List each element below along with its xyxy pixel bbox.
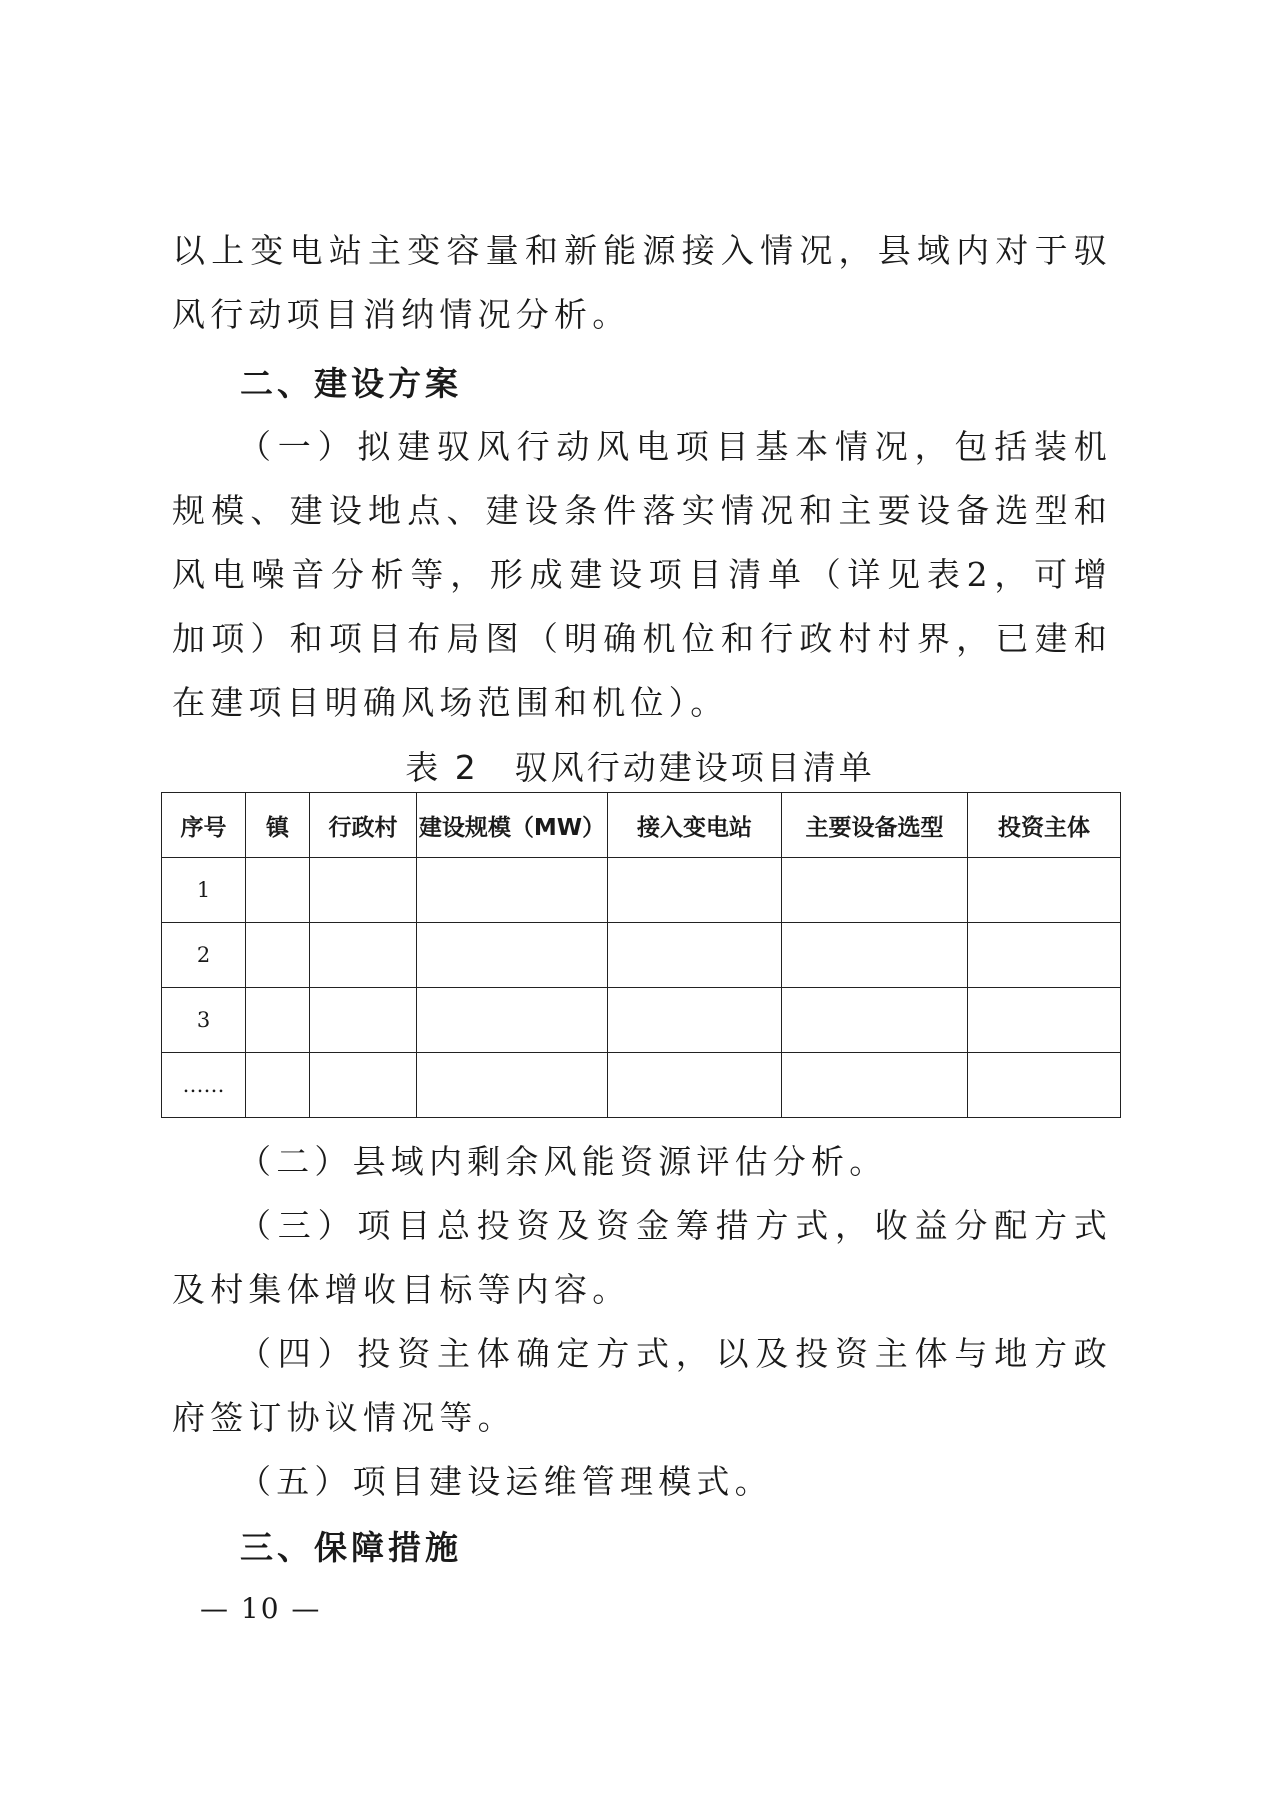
paragraph-operation-mode: （五）项目建设运维管理模式。 xyxy=(238,1462,773,1501)
header-cell-substation: 接入变电站 xyxy=(608,793,782,858)
paragraph-basic-info: （一）拟建驭风行动风电项目基本情况，包括装机规模、建设地点、建设条件落实情况和主要设备选型和风电噪音分析等，形成建设项目清单（详见表2，可增加项）和项目布局图（明确机位和行政村村界，已建和在建项目明确风场范围和机位）。 xyxy=(172,427,1112,722)
header-cell-capacity: 建设规模（MW） xyxy=(417,793,608,858)
table-cell xyxy=(417,923,608,988)
table-cell: 1 xyxy=(162,858,246,923)
table-cell xyxy=(782,1053,968,1118)
table-cell xyxy=(246,988,310,1053)
table-cell: 2 xyxy=(162,923,246,988)
section-heading-safeguard: 三、保障措施 xyxy=(240,1528,462,1567)
paragraph-investment: （三）项目总投资及资金筹措方式，收益分配方式及村集体增收目标等内容。 xyxy=(172,1206,1112,1309)
header-cell-investor: 投资主体 xyxy=(968,793,1121,858)
paragraph-investor-selection: （四）投资主体确定方式，以及投资主体与地方政府签订协议情况等。 xyxy=(172,1334,1112,1437)
table-cell xyxy=(310,1053,417,1118)
table-cell xyxy=(417,988,608,1053)
table-cell xyxy=(968,923,1121,988)
page-number: — 10 — xyxy=(200,1592,322,1625)
project-list-table xyxy=(161,792,1121,1118)
table-cell xyxy=(417,858,608,923)
intro-paragraph: 以上变电站主变容量和新能源接入情况，县域内对于驭风行动项目消纳情况分析。 xyxy=(172,231,1112,334)
table-title: 表 2 驭风行动建设项目清单 xyxy=(405,748,875,787)
table-cell xyxy=(310,988,417,1053)
table-row xyxy=(162,1053,1121,1118)
paragraph-wind-resource: （二）县域内剩余风能资源评估分析。 xyxy=(238,1142,888,1181)
table-cell xyxy=(608,923,782,988)
table-cell xyxy=(968,1053,1121,1118)
table-cell xyxy=(608,1053,782,1118)
table-cell xyxy=(968,988,1121,1053)
table-row xyxy=(162,858,1121,923)
header-cell-index: 序号 xyxy=(162,793,246,858)
table-row xyxy=(162,923,1121,988)
table-cell xyxy=(608,988,782,1053)
header-cell-village: 行政村 xyxy=(310,793,417,858)
table-cell xyxy=(246,858,310,923)
table-cell xyxy=(246,923,310,988)
section-heading-construction: 二、建设方案 xyxy=(240,364,462,403)
table-cell xyxy=(782,923,968,988)
table-cell xyxy=(782,858,968,923)
header-cell-town: 镇 xyxy=(246,793,310,858)
table-cell xyxy=(310,923,417,988)
table-row xyxy=(162,988,1121,1053)
table-cell xyxy=(782,988,968,1053)
table-cell: …… xyxy=(162,1053,246,1118)
table-cell xyxy=(246,1053,310,1118)
table-cell: 3 xyxy=(162,988,246,1053)
table-cell xyxy=(968,858,1121,923)
header-cell-equipment: 主要设备选型 xyxy=(782,793,968,858)
table-header-row xyxy=(162,793,1121,858)
table-cell xyxy=(310,858,417,923)
table-cell xyxy=(417,1053,608,1118)
table-cell xyxy=(608,858,782,923)
